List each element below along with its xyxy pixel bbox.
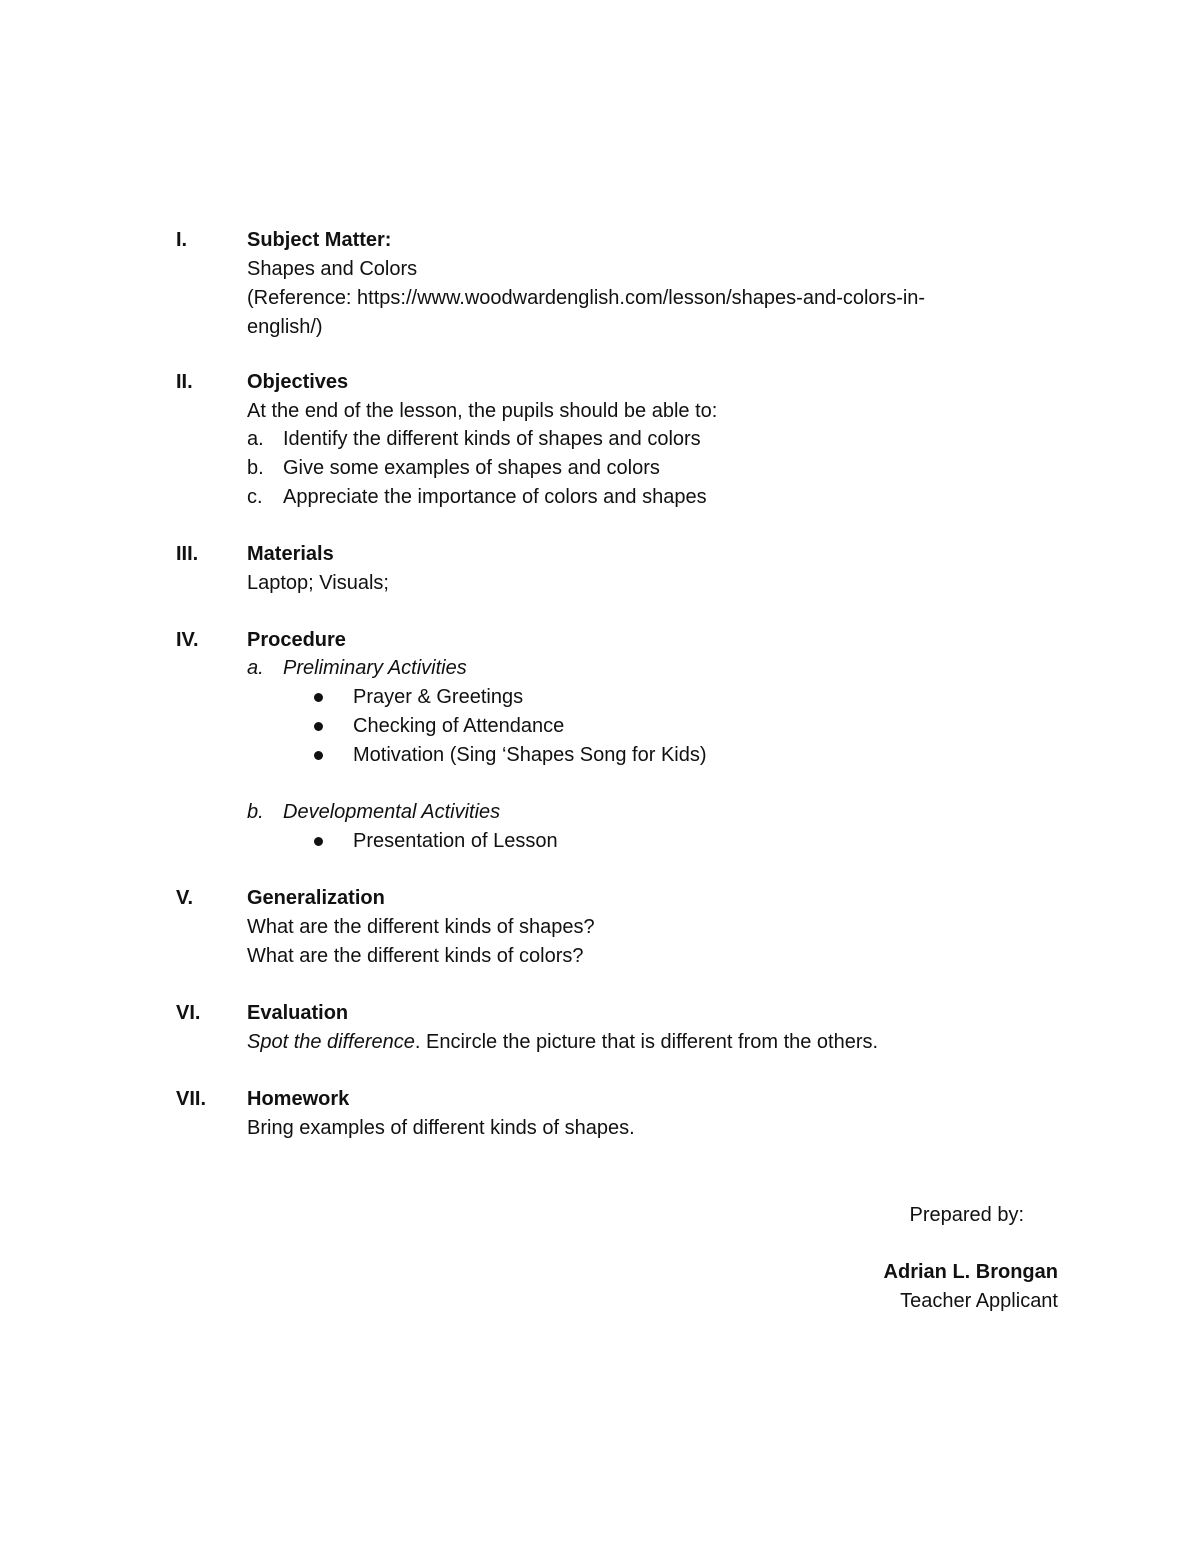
homework-text: Bring examples of different kinds of shapes. [247,1117,635,1139]
materials-text: Laptop; Visuals; [247,572,389,594]
procedure-bullet-item: Checking of Attendance [353,715,565,737]
reference-text: (Reference: https://www.woodwardenglish.com/lesson/shapes-and-colors-in- [247,287,926,309]
section-numeral: I. [176,229,188,251]
generalization-question: What are the different kinds of shapes? [247,916,595,938]
objective-marker: b. [247,457,264,479]
objective-marker: a. [247,428,264,450]
generalization-question: What are the different kinds of colors? [247,945,584,967]
section-heading-evaluation: Evaluation [247,1002,349,1024]
objectives-intro: At the end of the lesson, the pupils should be able to: [247,400,718,422]
signatory-title: Teacher Applicant [900,1290,1058,1312]
section-heading-subject-matter: Subject Matter: [247,229,392,251]
objective-item: Identify the different kinds of shapes and colors [283,428,701,450]
objective-item: Give some examples of shapes and colors [283,457,660,479]
section-numeral: VI. [176,1002,201,1024]
procedure-bullet-item: Prayer & Greetings [353,686,524,708]
section-heading-procedure: Procedure [247,629,346,651]
objective-marker: c. [247,486,263,508]
section-numeral: II. [176,371,193,393]
prepared-by-label: Prepared by: [909,1204,1024,1226]
bullet-icon [314,751,323,760]
signatory-name: Adrian L. Brongan [883,1261,1058,1283]
evaluation-instruction: . Encircle the picture that is different from the others. [414,1031,879,1053]
section-numeral: V. [176,887,194,909]
evaluation-italic-lead: Spot the difference [247,1031,415,1053]
section-heading-objectives: Objectives [247,371,349,393]
section-numeral: VII. [176,1088,207,1110]
subject-matter-text: Shapes and Colors [247,258,418,280]
section-heading-generalization: Generalization [247,887,385,909]
reference-text-continued: english/) [247,316,323,338]
procedure-sub-marker: a. [247,657,264,679]
procedure-subsection-title: Developmental Activities [283,801,501,823]
procedure-bullet-item: Motivation (Sing ‘Shapes Song for Kids) [353,744,707,766]
procedure-bullet-item: Presentation of Lesson [353,830,558,852]
objective-item: Appreciate the importance of colors and shapes [283,486,707,508]
procedure-subsection-title: Preliminary Activities [283,657,467,679]
section-numeral: IV. [176,629,199,651]
bullet-icon [314,837,323,846]
evaluation-text [247,1028,878,1057]
bullet-icon [314,722,323,731]
section-heading-materials: Materials [247,543,334,565]
section-heading-homework: Homework [247,1088,350,1110]
procedure-sub-marker: b. [247,801,264,823]
section-numeral: III. [176,543,199,565]
bullet-icon [314,693,323,702]
